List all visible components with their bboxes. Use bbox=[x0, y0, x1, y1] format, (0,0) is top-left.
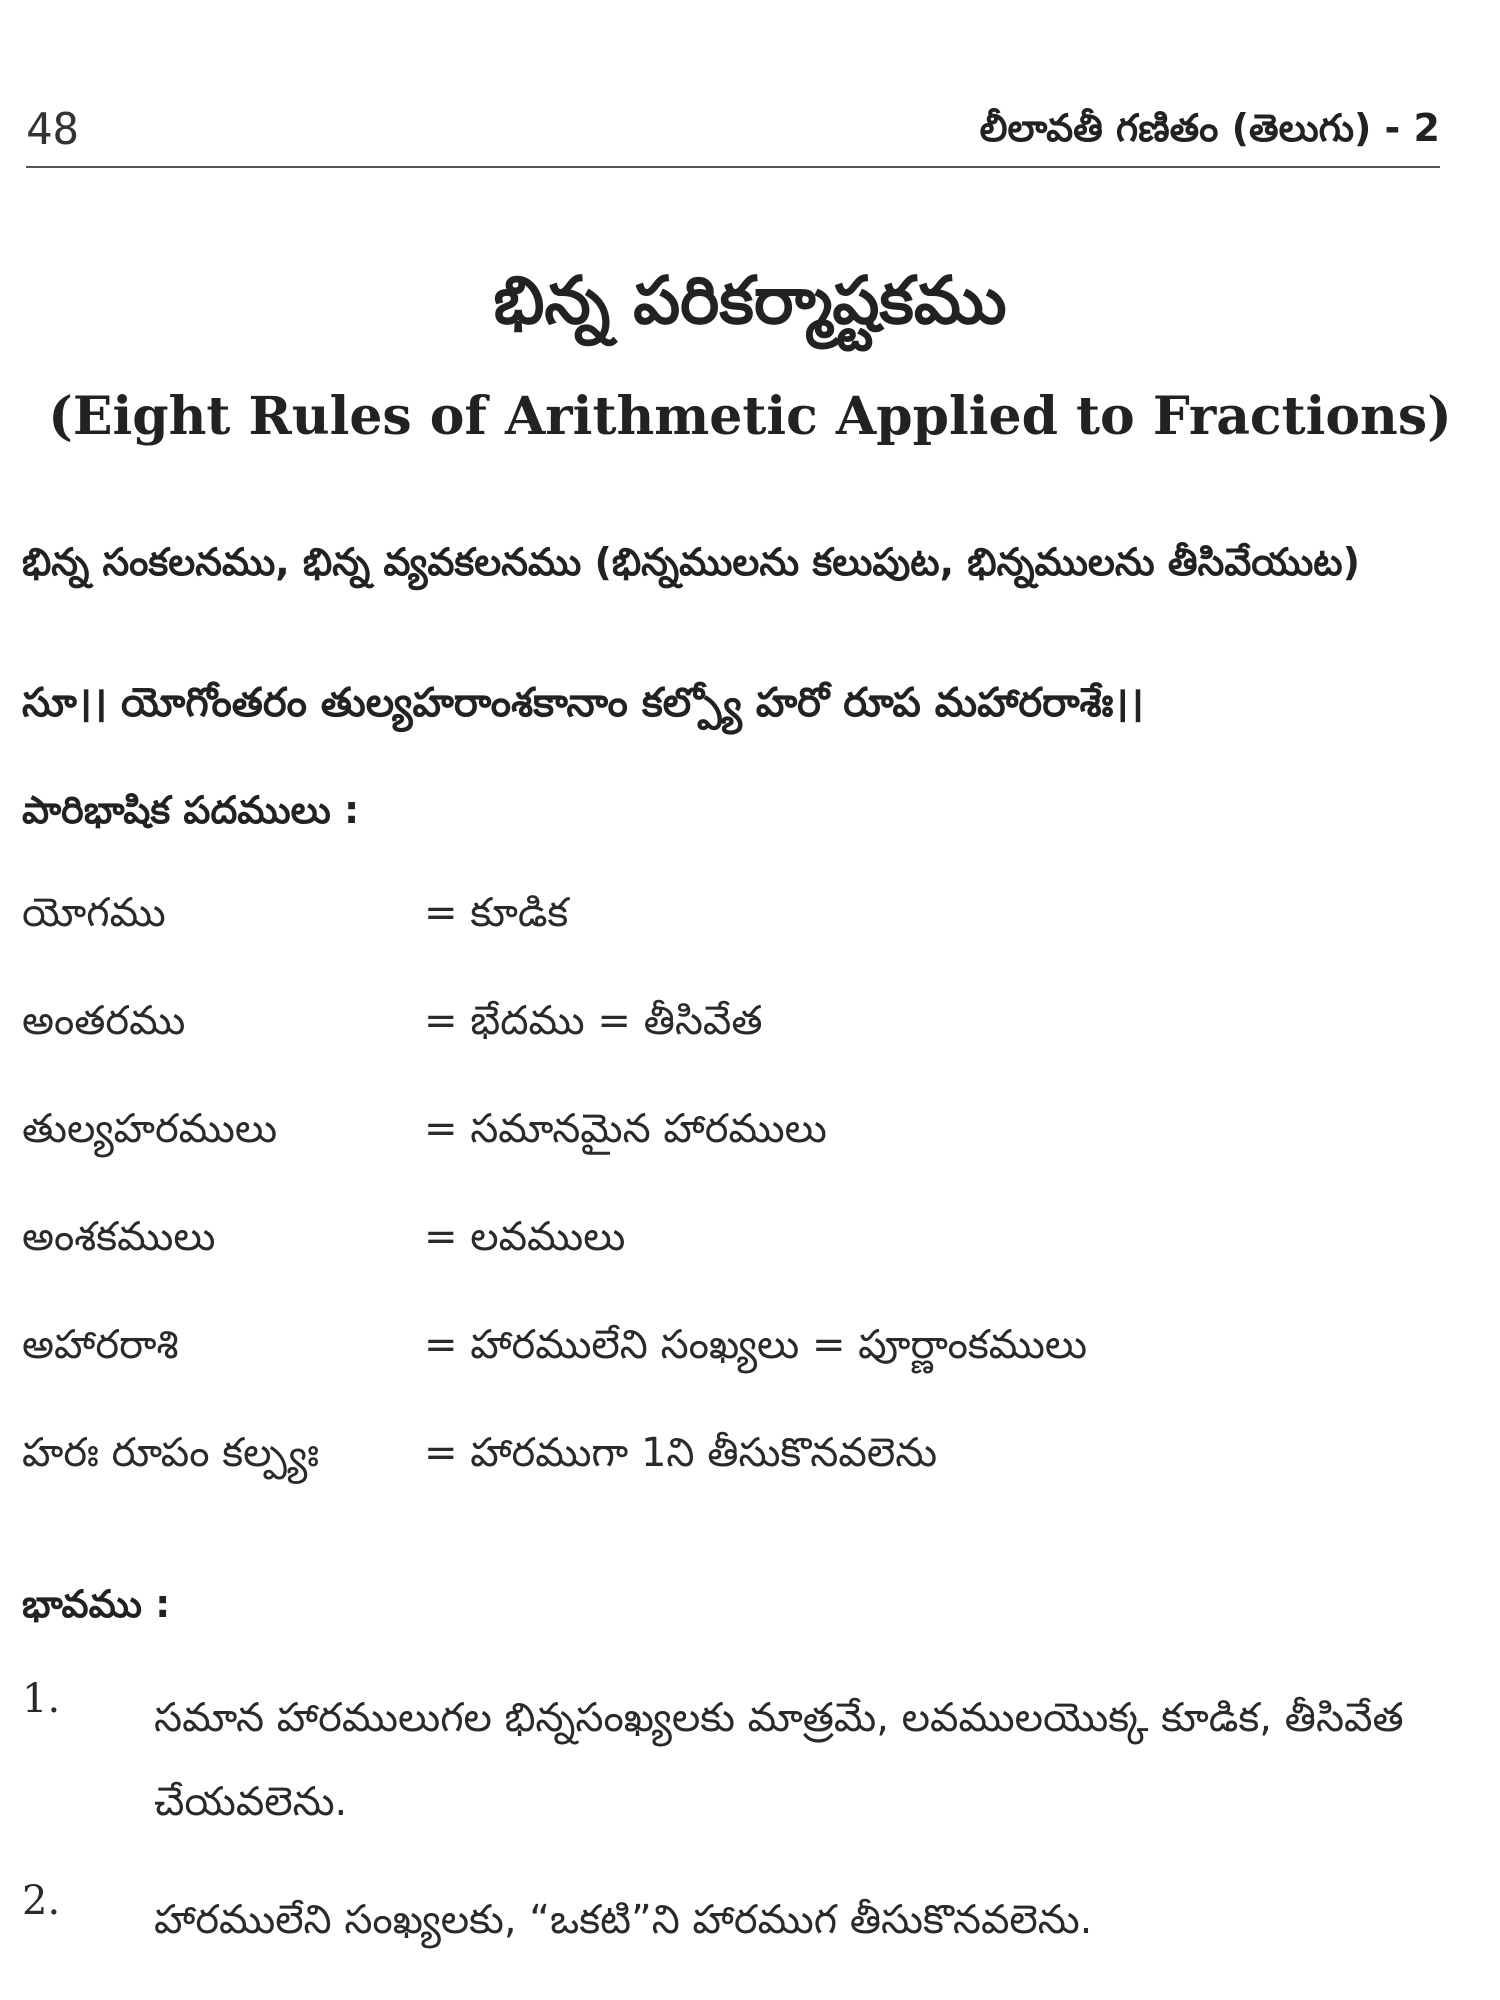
glossary-row bbox=[22, 890, 1422, 998]
meaning-point bbox=[22, 1878, 1442, 1962]
glossary-term: హరః రూపం కల్ప్యః bbox=[22, 1430, 320, 1476]
glossary-term: తుల్యహరములు bbox=[22, 1106, 278, 1152]
meaning-point bbox=[22, 1676, 1442, 1844]
meaning-points bbox=[22, 1676, 1442, 1996]
glossary-row bbox=[22, 1106, 1422, 1214]
glossary-row bbox=[22, 998, 1422, 1106]
glossary-meaning: = కూడిక bbox=[424, 890, 569, 936]
glossary-term: అంశకములు bbox=[22, 1214, 216, 1260]
chapter-title-telugu: భిన్న పరికర్మాష్టకము bbox=[493, 262, 1007, 339]
glossary-meaning: = లవములు bbox=[424, 1214, 626, 1260]
glossary-meaning: = హారములేని సంఖ్యలు = పూర్ణాంకములు bbox=[424, 1322, 1088, 1368]
glossary-row bbox=[22, 1214, 1422, 1322]
point-text: హారములేని సంఖ్యలకు, “ఒకటి”ని హారముగ తీసుకొనవలెను. bbox=[154, 1897, 1093, 1943]
point-number: 1. bbox=[22, 1676, 61, 1722]
glossary-meaning: = భేదము = తీసివేత bbox=[424, 998, 763, 1044]
glossary-list bbox=[22, 890, 1422, 1538]
section-subheading: భిన్న సంకలనము, భిన్న వ్యవకలనము (భిన్నములను కలుపుట, భిన్నములను తీసివేయుట) bbox=[22, 540, 1361, 584]
running-title: లీలావతీ గణితం (తెలుగు) - 2 bbox=[979, 106, 1440, 150]
glossary-meaning: = సమానమైన హారములు bbox=[424, 1106, 827, 1152]
meaning-heading: భావము : bbox=[22, 1582, 171, 1626]
glossary-term: అహారరాశి bbox=[22, 1322, 179, 1368]
glossary-row bbox=[22, 1322, 1422, 1430]
point-text: సమాన హారములుగల భిన్నసంఖ్యలకు మాత్రమే, లవములయొక్క కూడిక, తీసివేత చేయవలెను. bbox=[154, 1695, 1404, 1825]
chapter-title-english: (Eight Rules of Arithmetic Applied to Fractions) bbox=[48, 386, 1452, 447]
glossary-term: అంతరము bbox=[22, 998, 186, 1044]
page-number: 48 bbox=[26, 104, 79, 155]
glossary-row bbox=[22, 1430, 1422, 1538]
sutra-verse: సూ।। యోగోంతరం తుల్యహరాంశకానాం కల్ప్యో హరో రూప మహారరాశేః।। bbox=[22, 680, 1144, 726]
point-number: 2. bbox=[22, 1878, 61, 1924]
page-header bbox=[26, 104, 1440, 168]
glossary-term: యోగము bbox=[22, 890, 166, 936]
glossary-meaning: = హారముగా 1ని తీసుకొనవలెను bbox=[424, 1430, 938, 1476]
glossary-heading: పారిభాషిక పదములు : bbox=[22, 788, 360, 832]
